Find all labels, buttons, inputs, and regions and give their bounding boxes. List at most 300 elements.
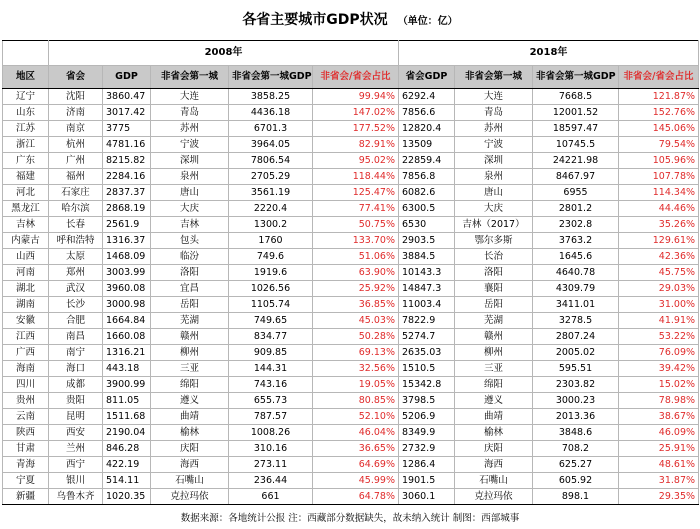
cell-region: 陕西: [3, 425, 49, 441]
cell-ratio-2008: 51.06%: [313, 249, 399, 265]
cell-capital: 南昌: [49, 329, 103, 345]
cell-first-city-gdp-2018: 3278.5: [533, 313, 619, 329]
cell-ratio-2008: 52.10%: [313, 409, 399, 425]
cell-first-city-2018: 青岛: [455, 105, 533, 121]
table-row: [3, 169, 699, 185]
cell-ratio-2008: 32.56%: [313, 361, 399, 377]
table-row: [3, 265, 699, 281]
cell-first-city-2018: 绵阳: [455, 377, 533, 393]
cell-ratio-2018: 35.26%: [619, 217, 699, 233]
cell-capital: 乌鲁木齐: [49, 489, 103, 505]
table-row: [3, 185, 699, 201]
cell-capital: 郑州: [49, 265, 103, 281]
cell-gdp-2008: 1511.68: [103, 409, 151, 425]
source-footer: 数据来源：各地统计公报 注：西藏部分数据缺失，故未纳入统计 制图：西部城事: [180, 513, 520, 524]
cell-gdp-2008: 846.28: [103, 441, 151, 457]
cell-ratio-2008: 80.85%: [313, 393, 399, 409]
cell-capital-gdp-2018: 7856.6: [399, 105, 455, 121]
cell-first-city-2008: 石嘴山: [151, 473, 229, 489]
cell-ratio-2008: 19.05%: [313, 377, 399, 393]
cell-region: 江西: [3, 329, 49, 345]
cell-first-city-gdp-2008: 655.73: [229, 393, 313, 409]
cell-first-city-2018: 襄阳: [455, 281, 533, 297]
cell-first-city-2018: 唐山: [455, 185, 533, 201]
cell-ratio-2018: 44.46%: [619, 201, 699, 217]
cell-first-city-gdp-2008: 3561.19: [229, 185, 313, 201]
cell-capital: 昆明: [49, 409, 103, 425]
cell-region: 四川: [3, 377, 49, 393]
cell-ratio-2018: 48.61%: [619, 457, 699, 473]
cell-region: 甘肃: [3, 441, 49, 457]
cell-gdp-2008: 1664.84: [103, 313, 151, 329]
cell-first-city-2018: 大庆: [455, 201, 533, 217]
cell-first-city-2018: 柳州: [455, 345, 533, 361]
cell-first-city-gdp-2008: 834.77: [229, 329, 313, 345]
cell-region: 广东: [3, 153, 49, 169]
cell-first-city-2018: 赣州: [455, 329, 533, 345]
cell-capital: 武汉: [49, 281, 103, 297]
cell-first-city-gdp-2018: 3411.01: [533, 297, 619, 313]
cell-ratio-2018: 15.02%: [619, 377, 699, 393]
cell-ratio-2008: 45.03%: [313, 313, 399, 329]
cell-ratio-2008: 46.04%: [313, 425, 399, 441]
cell-capital-gdp-2018: 1901.5: [399, 473, 455, 489]
cell-capital: 西安: [49, 425, 103, 441]
cell-first-city-2008: 遵义: [151, 393, 229, 409]
cell-first-city-2008: 洛阳: [151, 265, 229, 281]
cell-ratio-2008: 177.52%: [313, 121, 399, 137]
cell-first-city-gdp-2008: 1919.6: [229, 265, 313, 281]
table-row: [3, 393, 699, 409]
cell-capital: 成都: [49, 377, 103, 393]
cell-capital-gdp-2018: 8349.9: [399, 425, 455, 441]
period-2018: 2018年: [399, 41, 699, 66]
cell-capital-gdp-2018: 1286.4: [399, 457, 455, 473]
cell-first-city-gdp-2018: 2807.24: [533, 329, 619, 345]
cell-first-city-2018: 三亚: [455, 361, 533, 377]
cell-first-city-gdp-2018: 18597.47: [533, 121, 619, 137]
cell-ratio-2018: 31.87%: [619, 473, 699, 489]
cell-region: 山东: [3, 105, 49, 121]
cell-first-city-gdp-2018: 6955: [533, 185, 619, 201]
header-gdp: GDP: [103, 66, 151, 89]
cell-capital-gdp-2018: 6300.5: [399, 201, 455, 217]
cell-ratio-2018: 114.34%: [619, 185, 699, 201]
period-header-row: [3, 41, 699, 66]
cell-first-city-gdp-2018: 10745.5: [533, 137, 619, 153]
cell-first-city-2018: 鄂尔多斯: [455, 233, 533, 249]
cell-ratio-2008: 64.69%: [313, 457, 399, 473]
cell-first-city-gdp-2018: 605.92: [533, 473, 619, 489]
cell-capital-gdp-2018: 14847.3: [399, 281, 455, 297]
cell-gdp-2008: 2190.04: [103, 425, 151, 441]
cell-first-city-2008: 宁波: [151, 137, 229, 153]
title-row: [0, 0, 700, 38]
cell-region: 安徽: [3, 313, 49, 329]
cell-first-city-2018: 克拉玛依: [455, 489, 533, 505]
cell-ratio-2018: 53.22%: [619, 329, 699, 345]
cell-gdp-2008: 3900.99: [103, 377, 151, 393]
cell-capital: 兰州: [49, 441, 103, 457]
cell-region: 宁夏: [3, 473, 49, 489]
cell-first-city-gdp-2008: 236.44: [229, 473, 313, 489]
cell-first-city-2018: 芜湖: [455, 313, 533, 329]
cell-gdp-2008: 3960.08: [103, 281, 151, 297]
cell-region: 湖南: [3, 297, 49, 313]
cell-capital-gdp-2018: 1510.5: [399, 361, 455, 377]
cell-first-city-2018: 泉州: [455, 169, 533, 185]
cell-capital-gdp-2018: 22859.4: [399, 153, 455, 169]
cell-ratio-2008: 82.91%: [313, 137, 399, 153]
cell-ratio-2008: 64.78%: [313, 489, 399, 505]
cell-first-city-gdp-2018: 708.2: [533, 441, 619, 457]
cell-ratio-2018: 29.03%: [619, 281, 699, 297]
cell-ratio-2008: 77.41%: [313, 201, 399, 217]
header-first-city-gdp-2018: 非省会第一城GDP: [533, 66, 619, 89]
table-row: [3, 361, 699, 377]
cell-ratio-2018: 38.67%: [619, 409, 699, 425]
cell-first-city-2018: 深圳: [455, 153, 533, 169]
cell-capital: 长春: [49, 217, 103, 233]
cell-first-city-gdp-2018: 625.27: [533, 457, 619, 473]
cell-ratio-2018: 41.91%: [619, 313, 699, 329]
cell-ratio-2008: 63.90%: [313, 265, 399, 281]
cell-gdp-2008: 4781.16: [103, 137, 151, 153]
cell-region: 贵州: [3, 393, 49, 409]
cell-capital: 海口: [49, 361, 103, 377]
cell-ratio-2008: 99.94%: [313, 89, 399, 105]
table-row: [3, 121, 699, 137]
cell-first-city-2008: 芜湖: [151, 313, 229, 329]
cell-gdp-2008: 2561.9: [103, 217, 151, 233]
cell-region: 浙江: [3, 137, 49, 153]
cell-gdp-2008: 8215.82: [103, 153, 151, 169]
table-row: [3, 153, 699, 169]
cell-ratio-2018: 76.09%: [619, 345, 699, 361]
cell-gdp-2008: 3003.99: [103, 265, 151, 281]
header-first-city-gdp: 非省会第一城GDP: [229, 66, 313, 89]
cell-first-city-2018: 岳阳: [455, 297, 533, 313]
cell-first-city-gdp-2018: 8467.97: [533, 169, 619, 185]
cell-capital: 广州: [49, 153, 103, 169]
cell-ratio-2018: 42.36%: [619, 249, 699, 265]
table-row: [3, 217, 699, 233]
cell-first-city-gdp-2018: 2801.2: [533, 201, 619, 217]
cell-region: 广西: [3, 345, 49, 361]
cell-capital-gdp-2018: 3798.5: [399, 393, 455, 409]
cell-capital: 贵阳: [49, 393, 103, 409]
cell-gdp-2008: 422.19: [103, 457, 151, 473]
cell-first-city-2008: 青岛: [151, 105, 229, 121]
table-row: [3, 249, 699, 265]
cell-region: 河北: [3, 185, 49, 201]
cell-first-city-gdp-2008: 749.6: [229, 249, 313, 265]
cell-region: 吉林: [3, 217, 49, 233]
cell-first-city-gdp-2018: 595.51: [533, 361, 619, 377]
cell-first-city-gdp-2018: 3848.6: [533, 425, 619, 441]
cell-first-city-2008: 深圳: [151, 153, 229, 169]
cell-capital: 银川: [49, 473, 103, 489]
cell-first-city-gdp-2018: 2303.82: [533, 377, 619, 393]
cell-first-city-2018: 吉林（2017）: [455, 217, 533, 233]
cell-ratio-2008: 36.85%: [313, 297, 399, 313]
cell-first-city-2008: 榆林: [151, 425, 229, 441]
cell-capital-gdp-2018: 5274.7: [399, 329, 455, 345]
cell-region: 辽宁: [3, 89, 49, 105]
cell-first-city-gdp-2008: 1008.26: [229, 425, 313, 441]
cell-first-city-2008: 吉林: [151, 217, 229, 233]
table-row: [3, 313, 699, 329]
cell-gdp-2008: 811.05: [103, 393, 151, 409]
cell-ratio-2008: 45.99%: [313, 473, 399, 489]
cell-first-city-2018: 大连: [455, 89, 533, 105]
cell-capital-gdp-2018: 15342.8: [399, 377, 455, 393]
cell-ratio-2008: 118.44%: [313, 169, 399, 185]
table-row: [3, 201, 699, 217]
cell-first-city-2008: 克拉玛依: [151, 489, 229, 505]
cell-ratio-2008: 95.02%: [313, 153, 399, 169]
cell-region: 内蒙古: [3, 233, 49, 249]
table-row: [3, 425, 699, 441]
cell-capital: 合肥: [49, 313, 103, 329]
cell-first-city-2018: 曲靖: [455, 409, 533, 425]
cell-capital-gdp-2018: 7822.9: [399, 313, 455, 329]
table-row: [3, 489, 699, 505]
cell-first-city-2008: 岳阳: [151, 297, 229, 313]
cell-capital-gdp-2018: 6530: [399, 217, 455, 233]
cell-gdp-2008: 443.18: [103, 361, 151, 377]
cell-capital: 福州: [49, 169, 103, 185]
cell-first-city-gdp-2008: 2220.4: [229, 201, 313, 217]
cell-first-city-gdp-2018: 4640.78: [533, 265, 619, 281]
cell-gdp-2008: 1660.08: [103, 329, 151, 345]
table-row: [3, 457, 699, 473]
cell-capital: 西宁: [49, 457, 103, 473]
gdp-table: [2, 40, 699, 505]
cell-capital: 太原: [49, 249, 103, 265]
cell-first-city-gdp-2008: 273.11: [229, 457, 313, 473]
cell-ratio-2018: 39.42%: [619, 361, 699, 377]
cell-capital: 南宁: [49, 345, 103, 361]
header-first-city: 非省会第一城: [151, 66, 229, 89]
cell-first-city-gdp-2008: 1760: [229, 233, 313, 249]
cell-first-city-2008: 曲靖: [151, 409, 229, 425]
cell-ratio-2008: 50.28%: [313, 329, 399, 345]
cell-first-city-gdp-2018: 7668.5: [533, 89, 619, 105]
cell-region: 黑龙江: [3, 201, 49, 217]
cell-ratio-2018: 107.78%: [619, 169, 699, 185]
cell-capital: 济南: [49, 105, 103, 121]
cell-first-city-gdp-2008: 2705.29: [229, 169, 313, 185]
cell-first-city-2018: 石嘴山: [455, 473, 533, 489]
cell-ratio-2018: 121.87%: [619, 89, 699, 105]
column-header-row: [3, 66, 699, 89]
cell-first-city-gdp-2018: 1645.6: [533, 249, 619, 265]
cell-capital: 南京: [49, 121, 103, 137]
unit-label: （单位：亿）: [397, 15, 458, 27]
cell-first-city-gdp-2018: 2302.8: [533, 217, 619, 233]
cell-capital-gdp-2018: 6292.4: [399, 89, 455, 105]
cell-ratio-2018: 145.06%: [619, 121, 699, 137]
cell-first-city-gdp-2008: 661: [229, 489, 313, 505]
cell-first-city-gdp-2008: 1105.74: [229, 297, 313, 313]
cell-gdp-2008: 3017.42: [103, 105, 151, 121]
cell-ratio-2008: 69.13%: [313, 345, 399, 361]
table-row: [3, 233, 699, 249]
cell-ratio-2018: 46.09%: [619, 425, 699, 441]
cell-first-city-gdp-2018: 2005.02: [533, 345, 619, 361]
table-row: [3, 441, 699, 457]
cell-ratio-2018: 129.61%: [619, 233, 699, 249]
cell-first-city-2008: 赣州: [151, 329, 229, 345]
cell-capital-gdp-2018: 13509: [399, 137, 455, 153]
cell-ratio-2018: 29.35%: [619, 489, 699, 505]
cell-region: 山西: [3, 249, 49, 265]
cell-first-city-gdp-2008: 7806.54: [229, 153, 313, 169]
table-row: [3, 409, 699, 425]
cell-capital: 长沙: [49, 297, 103, 313]
cell-region: 福建: [3, 169, 49, 185]
cell-region: 云南: [3, 409, 49, 425]
cell-gdp-2008: 1316.37: [103, 233, 151, 249]
cell-first-city-gdp-2008: 3858.25: [229, 89, 313, 105]
cell-ratio-2018: 25.91%: [619, 441, 699, 457]
cell-first-city-2008: 绵阳: [151, 377, 229, 393]
table-row: [3, 329, 699, 345]
cell-gdp-2008: 1020.35: [103, 489, 151, 505]
cell-ratio-2018: 105.96%: [619, 153, 699, 169]
cell-first-city-gdp-2008: 3964.05: [229, 137, 313, 153]
cell-first-city-gdp-2018: 898.1: [533, 489, 619, 505]
cell-ratio-2008: 50.75%: [313, 217, 399, 233]
cell-capital-gdp-2018: 2903.5: [399, 233, 455, 249]
cell-first-city-2018: 榆林: [455, 425, 533, 441]
cell-first-city-gdp-2008: 310.16: [229, 441, 313, 457]
cell-region: 青海: [3, 457, 49, 473]
cell-region: 海南: [3, 361, 49, 377]
cell-region: 河南: [3, 265, 49, 281]
cell-capital-gdp-2018: 3060.1: [399, 489, 455, 505]
table-row: [3, 377, 699, 393]
header-first-city-2018: 非省会第一城: [455, 66, 533, 89]
cell-first-city-2018: 遵义: [455, 393, 533, 409]
table-row: [3, 345, 699, 361]
cell-gdp-2008: 3000.98: [103, 297, 151, 313]
cell-capital-gdp-2018: 6082.6: [399, 185, 455, 201]
cell-first-city-2008: 柳州: [151, 345, 229, 361]
table-row: [3, 281, 699, 297]
cell-first-city-2008: 宜昌: [151, 281, 229, 297]
cell-capital: 石家庄: [49, 185, 103, 201]
cell-gdp-2008: 1468.09: [103, 249, 151, 265]
table-row: [3, 105, 699, 121]
header-capital: 省会: [49, 66, 103, 89]
cell-first-city-2008: 大庆: [151, 201, 229, 217]
cell-capital: 呼和浩特: [49, 233, 103, 249]
cell-first-city-2008: 大连: [151, 89, 229, 105]
cell-capital-gdp-2018: 7856.8: [399, 169, 455, 185]
cell-first-city-gdp-2008: 6701.3: [229, 121, 313, 137]
cell-first-city-2008: 包头: [151, 233, 229, 249]
cell-gdp-2008: 2837.37: [103, 185, 151, 201]
cell-capital-gdp-2018: 10143.3: [399, 265, 455, 281]
cell-region: 新疆: [3, 489, 49, 505]
cell-first-city-gdp-2008: 909.85: [229, 345, 313, 361]
cell-gdp-2008: 2284.16: [103, 169, 151, 185]
table-row: [3, 297, 699, 313]
cell-first-city-2008: 苏州: [151, 121, 229, 137]
period-2008: 2008年: [49, 41, 399, 66]
cell-first-city-2018: 庆阳: [455, 441, 533, 457]
cell-capital: 杭州: [49, 137, 103, 153]
header-region: 地区: [3, 66, 49, 89]
table-row: [3, 137, 699, 153]
cell-capital-gdp-2018: 2635.03: [399, 345, 455, 361]
cell-gdp-2008: 514.11: [103, 473, 151, 489]
cell-capital: 哈尔滨: [49, 201, 103, 217]
cell-first-city-gdp-2018: 3000.23: [533, 393, 619, 409]
cell-first-city-2018: 海西: [455, 457, 533, 473]
cell-ratio-2008: 25.92%: [313, 281, 399, 297]
cell-gdp-2008: 3860.47: [103, 89, 151, 105]
cell-first-city-gdp-2008: 749.65: [229, 313, 313, 329]
cell-first-city-gdp-2008: 743.16: [229, 377, 313, 393]
cell-first-city-gdp-2008: 1300.2: [229, 217, 313, 233]
cell-first-city-2008: 唐山: [151, 185, 229, 201]
cell-region: 湖北: [3, 281, 49, 297]
cell-ratio-2008: 125.47%: [313, 185, 399, 201]
header-ratio: 非省会/省会占比: [313, 66, 399, 89]
cell-ratio-2018: 152.76%: [619, 105, 699, 121]
cell-capital-gdp-2018: 2732.9: [399, 441, 455, 457]
cell-first-city-gdp-2008: 1026.56: [229, 281, 313, 297]
cell-capital-gdp-2018: 12820.4: [399, 121, 455, 137]
cell-first-city-gdp-2018: 4309.79: [533, 281, 619, 297]
cell-first-city-gdp-2018: 2013.36: [533, 409, 619, 425]
cell-first-city-gdp-2018: 24221.98: [533, 153, 619, 169]
cell-ratio-2018: 78.98%: [619, 393, 699, 409]
cell-first-city-2008: 庆阳: [151, 441, 229, 457]
cell-first-city-gdp-2018: 12001.52: [533, 105, 619, 121]
cell-first-city-gdp-2008: 144.31: [229, 361, 313, 377]
cell-first-city-2008: 海西: [151, 457, 229, 473]
cell-gdp-2008: 3775: [103, 121, 151, 137]
cell-ratio-2008: 147.02%: [313, 105, 399, 121]
cell-ratio-2018: 31.00%: [619, 297, 699, 313]
cell-first-city-2018: 长治: [455, 249, 533, 265]
cell-capital-gdp-2018: 11003.4: [399, 297, 455, 313]
cell-ratio-2018: 79.54%: [619, 137, 699, 153]
cell-first-city-2018: 宁波: [455, 137, 533, 153]
cell-ratio-2008: 36.65%: [313, 441, 399, 457]
cell-gdp-2008: 2868.19: [103, 201, 151, 217]
cell-first-city-2018: 苏州: [455, 121, 533, 137]
cell-capital-gdp-2018: 5206.9: [399, 409, 455, 425]
cell-first-city-gdp-2008: 787.57: [229, 409, 313, 425]
cell-first-city-gdp-2018: 3763.2: [533, 233, 619, 249]
table-body: [3, 89, 699, 505]
header-capital-gdp: 省会GDP: [399, 66, 455, 89]
cell-ratio-2008: 133.70%: [313, 233, 399, 249]
cell-first-city-2008: 泉州: [151, 169, 229, 185]
header-ratio-2018: 非省会/省会占比: [619, 66, 699, 89]
cell-first-city-2008: 临汾: [151, 249, 229, 265]
cell-capital-gdp-2018: 3884.5: [399, 249, 455, 265]
table-row: [3, 89, 699, 105]
period-spacer: [3, 41, 49, 66]
cell-region: 江苏: [3, 121, 49, 137]
cell-first-city-gdp-2008: 4436.18: [229, 105, 313, 121]
